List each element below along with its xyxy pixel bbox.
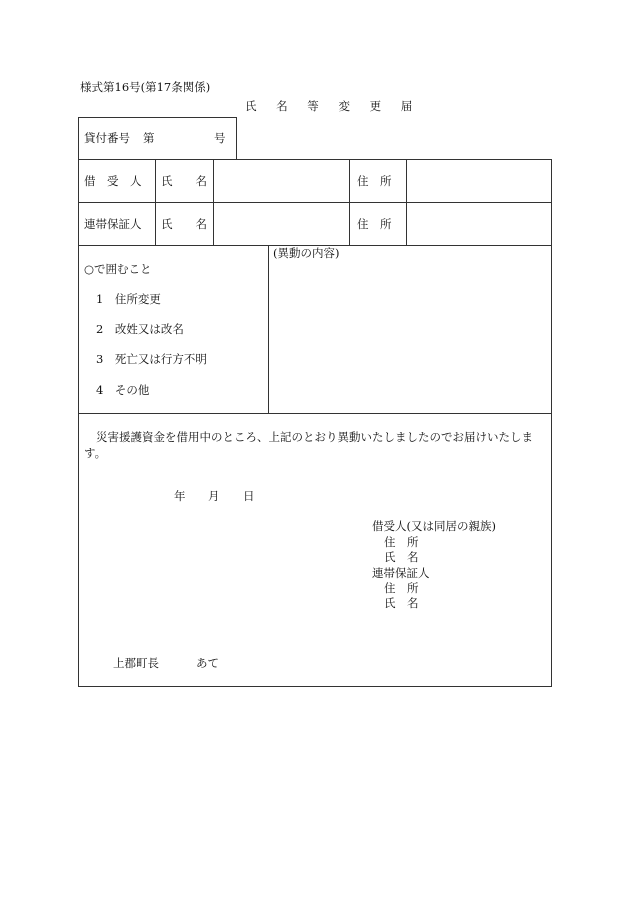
circle-instruction: ○で囲むこと: [84, 262, 152, 276]
date-month: 月: [208, 489, 220, 503]
guarantor-sign-label: 連帯保証人: [372, 566, 430, 580]
main-table: [78, 159, 552, 687]
borrower-sign-name: 氏 名: [384, 550, 419, 564]
option-item: 1 住所変更: [96, 292, 161, 306]
loan-number-label: 貸付番号: [84, 131, 130, 145]
guarantor-sign-address: 住 所: [384, 581, 419, 595]
row-divider: [78, 202, 552, 203]
borrower-sign-address: 住 所: [384, 535, 419, 549]
page-title: 氏 名 等 変 更 届: [245, 99, 421, 113]
borrower-sign-label: 借受人(又は同居の親族): [372, 519, 496, 533]
form-number: 様式第16号(第17条関係): [80, 80, 211, 94]
col-divider: [155, 159, 156, 245]
guarantor-sign-name: 氏 名: [384, 596, 419, 610]
date-year: 年: [174, 489, 186, 503]
guarantor-name-label: 氏 名: [161, 217, 207, 231]
addressee-ate: あて: [196, 656, 219, 670]
option-item: 4 その他: [96, 383, 150, 397]
guarantor-label: 連帯保証人: [84, 217, 142, 231]
option-item: 3 死亡又は行方不明: [96, 352, 207, 366]
addressee-mayor: 上郡町長: [113, 656, 159, 670]
option-item: 2 改姓又は改名: [96, 322, 184, 336]
col-divider: [213, 159, 214, 245]
borrower-label: 借 受 人: [84, 174, 142, 188]
guarantor-address-label: 住 所: [357, 217, 392, 231]
date-day: 日: [243, 489, 255, 503]
statement-text-cont: す。: [84, 446, 107, 460]
row-divider: [78, 413, 552, 414]
col-divider: [349, 159, 350, 245]
col-divider: [406, 159, 407, 245]
loan-number-dai: 第: [143, 131, 155, 145]
borrower-name-label: 氏 名: [161, 174, 207, 188]
col-divider: [268, 245, 269, 413]
loan-number-go: 号: [214, 131, 226, 145]
statement-text: 災害援護資金を借用中のところ、上記のとおり異動いたしましたのでお届けいたしま: [96, 430, 533, 444]
change-content-label: (異動の内容): [273, 246, 340, 260]
borrower-address-label: 住 所: [357, 174, 392, 188]
